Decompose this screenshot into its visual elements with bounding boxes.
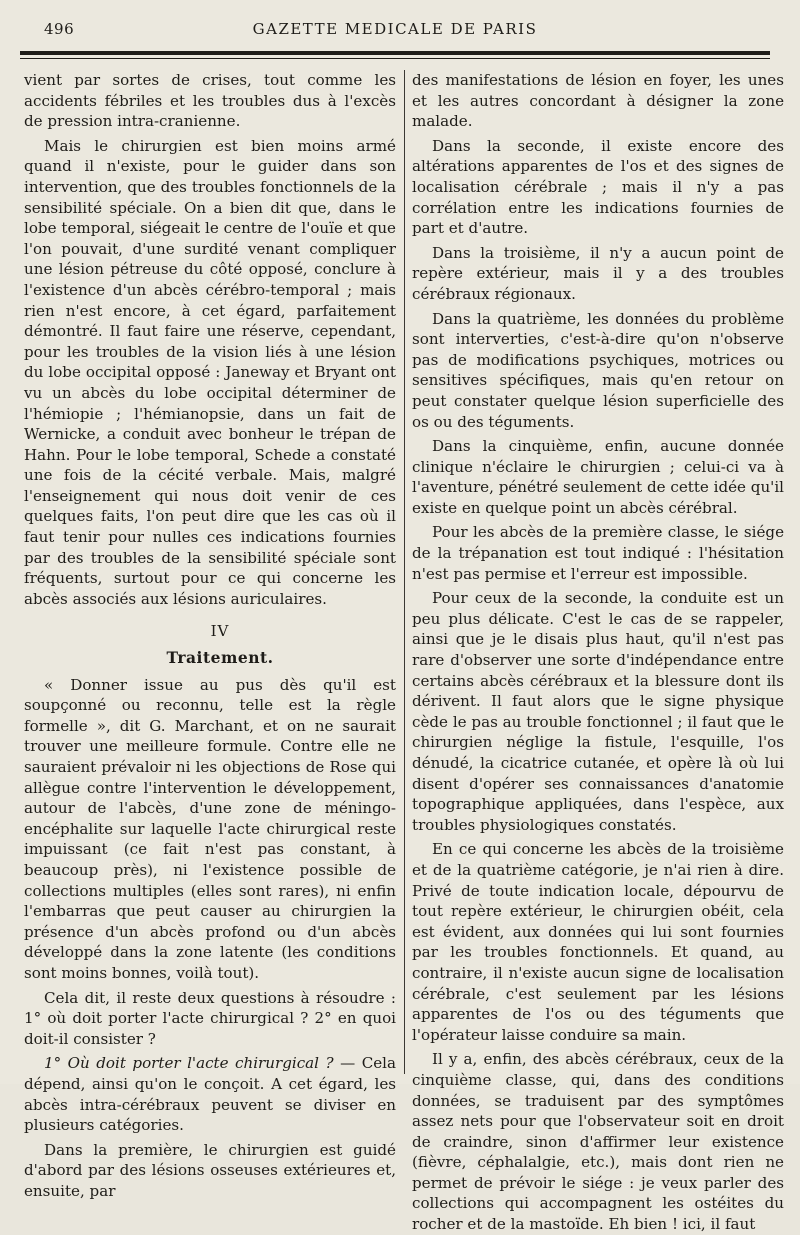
paragraph: Dans la quatrième, les données du problème sont interverties, c'est-à-dire qu'on n'observe pas de modifications psychiques, motrices ou sensitives spécifiques, mais qu'en retour on peut constater quelque lésion superficielle des os ou des téguments.: [412, 309, 784, 431]
column-divider: [404, 70, 405, 1074]
page-header: [20, 18, 770, 44]
paragraph: des manifestations de lésion en foyer, les unes et les autres concordant à désigner la zone malade.: [412, 71, 784, 131]
paragraph: « Donner issue au pus dès qu'il est soupçonné ou reconnu, telle est la règle formelle », dit G. Marchant, et on ne saurait trouver une meilleure formule. Contre elle ne sauraient prévaloir ni les objections de Rose qui allègue contre l'intervention le développement, autour de l'abcès, d'une zone de méningo-encéphalite sur laquelle l'acte chirurgical reste impuissant (ce fait n'est pas constant, à beaucoup près), ni l'existence possible de collections multiples (elles sont rares), ni enfin l'embarras que peut causer au chirurgien la présence d'un abcès profond ou d'un abcès développé dans la zone latente (les conditions sont moins bonnes, voilà tout).: [24, 675, 396, 982]
paragraph: Cela dit, il reste deux questions à résoudre : 1° où doit porter l'acte chirurgical ? 2° en quoi doit-il consister ?: [24, 988, 396, 1048]
question-heading: 1° Où doit porter l'acte chirurgical ?: [44, 1054, 334, 1073]
paragraph: Mais le chirurgien est bien moins armé quand il n'existe, pour le guider dans son intervention, que des troubles fonctionnels de la sensibilité spéciale. On a bien dit que, dans le lobe temporal, siégeait le centre de l'ouïe et que l'on pouvait, d'une surdité venant compliquer une lésion pétreuse du côté opposé, conclure à l'existence d'un abcès cérébro-temporal ; mais rien n'est encore, à cet égard, parfaitement démontré. Il faut faire une réserve, cependant, pour les troubles de la vision liés à une lésion du lobe occipital opposé : Janeway et Bryant ont vu un abcès du lobe occipital déterminer de l'hémiopie ; l'hémianopsie, dans un fait de Wernicke, a conduit avec bonheur le trépan de Hahn. Pour le lobe temporal, Schede a constaté une fois de la cécité verbale. Mais, malgré l'enseignement qui nous doit venir de ces quelques faits, l'on peut dire que les cas où il faut tenir pour nulles ces indications fournies par des troubles de la sensibilité spéciale sont fréquents, surtout pour ce qui concerne les abcès associés aux lésions auriculaires.: [24, 136, 396, 608]
header-rule-thick: [20, 51, 770, 55]
paragraph: En ce qui concerne les abcès de la troisième et de la quatrième catégorie, je n'ai rien à dire. Privé de toute indication locale, dépourvu de tout repère extérieur, le chirurgien obéit, cela est évident, aux données qui lui sont fournies par les troubles fonctionnels. Et quand, au contraire, il n'existe aucun signe de localisation cérébrale, c'est seulement par les lésions apparentes de l'os ou des téguments que l'opérateur laisse conduire sa main.: [412, 840, 784, 1044]
section-title: Traitement.: [166, 648, 274, 668]
paragraph: vient par sortes de crises, tout comme les accidents fébriles et les troubles dus à l'excès de pression intra-cranienne.: [24, 71, 396, 131]
right-column: [412, 70, 784, 1234]
paragraph: Dans la seconde, il existe encore des altérations apparentes de l'os et des signes de localisation cérébrale ; mais il n'y a pas corrélation entre les indications fournies de part et d'autre.: [412, 136, 784, 238]
paragraph: [24, 1053, 396, 1135]
paragraph: Dans la cinquième, enfin, aucune donnée clinique n'éclaire le chirurgien ; celui-ci va à l'aventure, pénétré seulement de cette idée qu'il existe en quelque point un abcès cérébral.: [412, 437, 784, 517]
section-number: IV: [210, 622, 230, 641]
left-column: [24, 70, 397, 1200]
paragraph: Pour les abcès de la première classe, le siége de la trépanation est tout indiqué : l'hésitation n'est pas permise et l'erreur est impossible.: [412, 523, 784, 583]
running-title: GAZETTE MEDICALE DE PARIS: [252, 20, 538, 38]
page-number: 496: [44, 20, 75, 38]
paragraph-text: — Cela dépend, ainsi qu'on le conçoit. A cet égard, les abcès intra-cérébraux peuvent se diviser en plusieurs catégories.: [24, 1054, 397, 1135]
paragraph: Dans la première, le chirurgien est guidé d'abord par des lésions osseuses extérieures et, ensuite, par: [24, 1140, 396, 1200]
paragraph: Pour ceux de la seconde, la conduite est un peu plus délicate. C'est le cas de se rappeler, ainsi que je le disais plus haut, qu'il n'est pas rare d'observer une sorte d'indépendance entre certains abcès cérébraux et la blessure dont ils dérivent. Il faut alors que le signe physique cède le pas au trouble fonctionnel ; il faut que le chirurgien néglige la fistule, l'esquille, l'os dénudé, la cicatrice cutanée, et opère là où lui disent d'opérer ses connaissances d'anatomie topographique appliquées, dans l'espèce, aux troubles physiologiques constatés.: [412, 589, 784, 834]
paragraph: Il y a, enfin, des abcès cérébraux, ceux de la cinquième classe, qui, dans des conditions données, se traduisent par des symptômes assez nets pour que l'observateur soit en droit de craindre, sinon d'affirmer leur existence (fièvre, céphalalgie, etc.), mais dont rien ne permet de prévoir le siége : je veux parler des collections qui accompagnent les ostéites du rocher et de la mastoïde. Eh bien ! ici, il faut: [412, 1050, 784, 1234]
paragraph: Dans la troisième, il n'y a aucun point de repère extérieur, mais il y a des troubles cérébraux régionaux.: [412, 243, 784, 303]
header-rule-thin: [20, 58, 770, 59]
